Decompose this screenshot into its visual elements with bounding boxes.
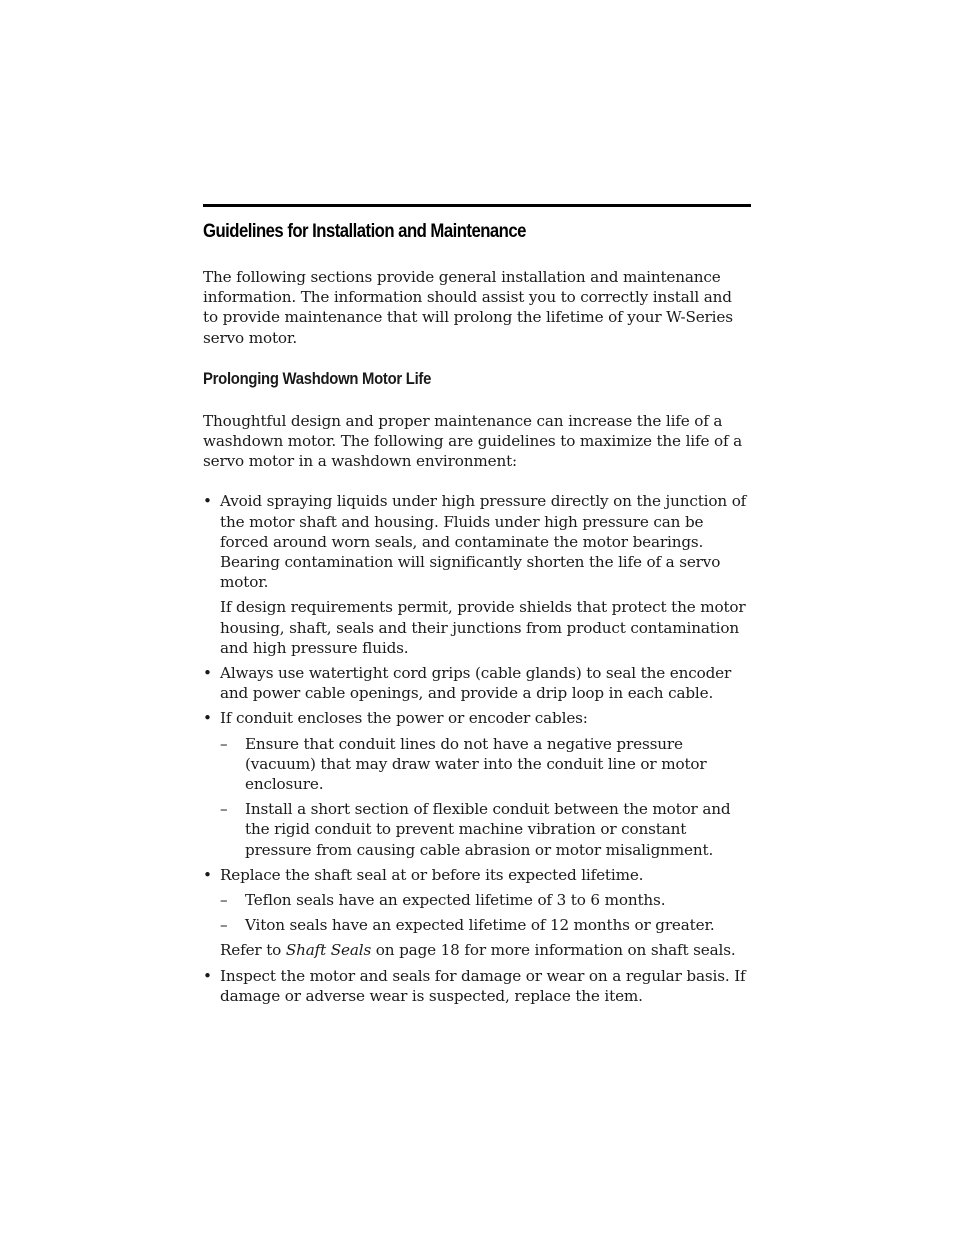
dash-mark: – — [220, 891, 228, 910]
page-content — [203, 218, 751, 1006]
sub-item-teflon — [203, 890, 751, 910]
list-item-shaft-seal: • Replace the shaft seal at or before its expected lifetime. — [203, 865, 751, 885]
list-item-inspect: • Inspect the motor and seals for damage or wear on a regular basis. If damage or adverse wear is suspected, replace the item. — [203, 966, 751, 1006]
sub-item-text: Install a short section of flexible conduit between the motor and the rigid conduit to prevent machine vibration or constant pressure from causing cable abrasion or motor misalignment. — [245, 800, 731, 859]
dash-mark: – — [220, 916, 228, 935]
sub-item-text: Viton seals have an expected lifetime of 12 months or greater. — [245, 916, 715, 935]
sub-item-viton — [203, 915, 751, 935]
sub-item-flexible-conduit — [203, 799, 751, 860]
reference-text-after: on page 18 for more information on shaft seals. — [371, 941, 736, 960]
shaft-seals-reference — [203, 940, 751, 960]
list-item-conduit: • If conduit encloses the power or encoder cables: — [203, 708, 751, 728]
dash-mark: – — [220, 734, 228, 753]
section-intro: The following sections provide general installation and maintenance information. The information should assist you to correctly install and to provide maintenance that will prolong the lifetime of your W-Series servo motor. — [203, 268, 733, 347]
guidelines-list — [203, 491, 751, 1006]
sub-item-vacuum — [203, 734, 751, 795]
list-item-cord-grips: • Always use watertight cord grips (cable glands) to seal the encoder and power cable openings, and provide a drip loop in each cable. — [203, 663, 751, 703]
section-rule — [203, 204, 751, 207]
sub-item-text: Ensure that conduit lines do not have a negative pressure (vacuum) that may draw water into the conduit line or motor enclosure. — [245, 734, 707, 794]
section-heading: Guidelines for Installation and Maintenance — [203, 221, 526, 242]
dash-mark: – — [220, 800, 228, 819]
subsection-intro: Thoughtful design and proper maintenance can increase the life of a washdown motor. The following are guidelines to maximize the life of a servo motor in a washdown environment: — [203, 411, 743, 471]
sub-item-text: Teflon seals have an expected lifetime of 3 to 6 months. — [245, 891, 666, 910]
shaft-seals-link[interactable]: Shaft Seals — [285, 941, 372, 960]
reference-text-before: Refer to — [220, 941, 286, 960]
list-item-shields: If design requirements permit, provide shields that protect the motor housing, shaft, seals and their junctions from product contamination and high pressure fluids. — [220, 598, 746, 657]
list-item-spraying: • Avoid spraying liquids under high pressure directly on the junction of the motor shaft and housing. Fluids under high pressure can be forced around worn seals, and contaminate the motor bearings. Bearing contamination will significantly shorten the life of a servo motor. — [203, 491, 751, 592]
subsection-heading: Prolonging Washdown Motor Life — [203, 369, 432, 388]
